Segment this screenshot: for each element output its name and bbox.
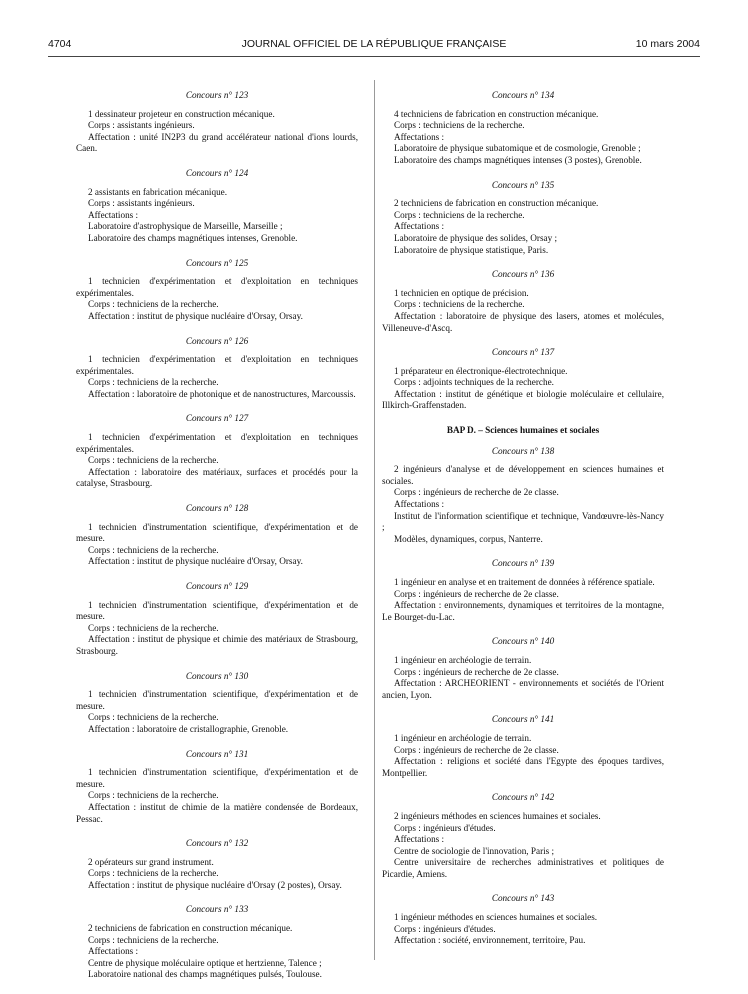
concours-line: 4 techniciens de fabrication en construction mécanique. [394, 108, 599, 119]
concours-line: Affectation : laboratoire des matériaux, surfaces et procédés pour la catalyse, Strasbourg. [76, 466, 358, 489]
page-header [48, 38, 700, 56]
concours-title: Concours n° 123 [185, 90, 249, 100]
concours-line: 1 technicien d'expérimentation et d'exploitation en techniques expérimentales. [76, 354, 358, 376]
concours-line: Corps : assistants ingénieurs. [88, 120, 195, 131]
concours-line: Modèles, dynamiques, corpus, Nanterre. [394, 533, 543, 544]
concours-entry [382, 90, 664, 167]
journal-title: JOURNAL OFFICIEL DE LA RÉPUBLIQUE FRANÇAISE [241, 38, 507, 50]
concours-line: 1 technicien en optique de précision. [394, 287, 529, 298]
concours-line: 2 opérateurs sur grand instrument. [88, 856, 214, 867]
concours-line: Affectation : institut de physique nucléaire d'Orsay, Orsay. [88, 310, 303, 321]
concours-line: Centre de physique moléculaire optique et hertzienne, Talence ; [88, 957, 322, 968]
concours-title: Concours n° 138 [491, 445, 555, 456]
concours-line: Corps : techniciens de la recherche. [394, 120, 525, 131]
concours-title: Concours n° 129 [185, 581, 249, 591]
concours-line: 2 ingénieurs d'analyse et de développement en sciences humaines et sociales. [382, 464, 664, 486]
concours-line: 1 ingénieur méthodes en sciences humaines et sociales. [394, 912, 598, 923]
concours-line: Affectation : laboratoire de cristallographie, Grenoble. [88, 723, 289, 734]
concours-title: Concours n° 125 [185, 257, 249, 268]
concours-line: Affectation : institut de chimie de la matière condensée de Bordeaux, Pessac. [76, 801, 358, 824]
concours-line: Affectations : [394, 499, 445, 510]
concours-line: Laboratoire de physique statistique, Paris. [394, 244, 549, 255]
concours-title: Concours n° 142 [491, 792, 555, 803]
concours-title: Concours n° 136 [491, 269, 555, 280]
concours-title: Concours n° 131 [185, 748, 249, 759]
concours-line: Corps : techniciens de la recherche. [394, 209, 525, 220]
concours-entry [76, 503, 358, 568]
concours-line: Affectation : institut de physique et chimie des matériaux de Strasbourg, Strasbourg. [76, 634, 358, 656]
left-column [76, 90, 358, 994]
concours-line: Corps : ingénieurs de recherche de 2e classe. [394, 744, 559, 755]
concours-title: Concours n° 126 [185, 335, 249, 346]
concours-title: Concours n° 132 [185, 838, 249, 849]
concours-line: Affectation : institut de physique nucléaire d'Orsay, Orsay. [88, 556, 303, 567]
issue-date: 10 mars 2004 [635, 38, 700, 50]
header-rule [48, 56, 700, 57]
concours-line: Corps : ingénieurs de recherche de 2e classe. [394, 666, 559, 677]
concours-title: Concours n° 124 [185, 167, 249, 178]
bap-heading: BAP D. – Sciences humaines et sociales [446, 425, 600, 436]
concours-line: 2 techniciens de fabrication en construction mécanique. [88, 923, 293, 934]
right-column [382, 90, 664, 960]
concours-line: Affectation : laboratoire de physique des lasers, atomes et molécules, Villeneuve-d'Ascq. [382, 310, 664, 333]
concours-line: Corps : assistants ingénieurs. [88, 198, 195, 209]
concours-entry [76, 413, 358, 490]
concours-title: Concours n° 127 [185, 413, 249, 424]
concours-line: 1 préparateur en électronique-électrotechnique. [394, 365, 568, 376]
concours-line: Corps : ingénieurs de recherche de 2e classe. [394, 487, 559, 498]
concours-line: Affectation : religions et société dans l'Egypte des époques tardives, Montpellier. [382, 756, 664, 778]
concours-title: Concours n° 130 [185, 670, 249, 681]
concours-line: Corps : techniciens de la recherche. [88, 934, 219, 945]
concours-line: Affectation : laboratoire de photonique et de nanostructures, Marcoussis. [88, 388, 356, 399]
concours-title: Concours n° 133 [185, 904, 249, 915]
concours-line: 1 technicien d'instrumentation scientifique, d'expérimentation et de mesure. [76, 599, 358, 622]
concours-line: Laboratoire national des champs magnétiques pulsés, Toulouse. [88, 969, 322, 980]
concours-line: 1 dessinateur projeteur en construction mécanique. [88, 108, 275, 119]
concours-line: Laboratoire des champs magnétiques intenses, Grenoble. [88, 232, 298, 243]
concours-entry [382, 558, 664, 623]
concours-line: 1 technicien d'instrumentation scientifique, d'expérimentation et de mesure. [76, 521, 358, 544]
concours-line: Laboratoire de physique des solides, Orsay ; [394, 232, 558, 243]
concours-entry [382, 792, 664, 880]
concours-line: Affectation : ARCHEORIENT - environnements et sociétés de l'Orient ancien, Lyon. [382, 678, 664, 700]
concours-line: Laboratoire d'astrophysique de Marseille, Marseille ; [88, 221, 283, 232]
column-divider [374, 80, 375, 960]
concours-line: Corps : ingénieurs d'études. [394, 822, 496, 833]
concours-title: Concours n° 128 [185, 503, 249, 514]
concours-title: Concours n° 143 [491, 893, 555, 904]
concours-line: Corps : ingénieurs de recherche de 2e classe. [394, 588, 559, 599]
concours-title: Concours n° 140 [491, 636, 555, 647]
concours-line: Affectation : institut de génétique et biologie moléculaire et cellulaire, Illkirch-Graffenstaden. [382, 388, 664, 411]
concours-line: Corps : techniciens de la recherche. [88, 790, 219, 801]
concours-line: 1 technicien d'instrumentation scientifique, d'expérimentation et de mesure. [76, 767, 358, 789]
concours-line: Affectation : société, environnement, territoire, Pau. [394, 935, 586, 946]
concours-entry [76, 258, 358, 323]
concours-title: Concours n° 137 [491, 347, 555, 358]
concours-entry [76, 838, 358, 891]
concours-line: Affectations : [88, 209, 139, 220]
concours-line: Laboratoire de physique subatomique et de cosmologie, Grenoble ; [394, 143, 641, 154]
concours-line: 2 ingénieurs méthodes en sciences humaines et sociales. [394, 810, 601, 821]
concours-entry [76, 581, 358, 658]
concours-entry [76, 168, 358, 245]
concours-title: Concours n° 139 [491, 558, 555, 569]
concours-line: Corps : techniciens de la recherche. [88, 712, 219, 723]
concours-line: Affectations : [394, 131, 445, 142]
concours-line: Affectation : environnements, dynamiques et territoires de la montagne, Le Bourget-du-Lac. [382, 600, 664, 622]
concours-entry [382, 347, 664, 412]
concours-line: Affectations : [394, 834, 445, 845]
concours-line: 1 technicien d'instrumentation scientifique, d'expérimentation et de mesure. [76, 689, 358, 711]
concours-title: Concours n° 135 [491, 179, 555, 190]
right-column-bottom [382, 446, 664, 947]
concours-line: 1 technicien d'expérimentation et d'exploitation en techniques expérimentales. [76, 432, 358, 454]
concours-entry [382, 180, 664, 257]
concours-line: Corps : techniciens de la recherche. [88, 377, 219, 388]
page-number: 4704 [48, 38, 72, 50]
concours-line: 2 assistants en fabrication mécanique. [88, 186, 228, 197]
concours-line: 2 techniciens de fabrication en construction mécanique. [394, 198, 599, 209]
concours-line: Corps : techniciens de la recherche. [88, 868, 219, 879]
concours-entry [76, 90, 358, 155]
concours-line: Affectation : unité IN2P3 du grand accélérateur national d'ions lourds, Caen. [76, 131, 358, 154]
concours-line: Laboratoire des champs magnétiques intenses (3 postes), Grenoble. [394, 154, 642, 165]
concours-line: 1 technicien d'expérimentation et d'exploitation en techniques expérimentales. [76, 276, 358, 298]
concours-title: Concours n° 134 [491, 90, 555, 100]
concours-line: Corps : techniciens de la recherche. [88, 622, 219, 633]
concours-line: Centre de sociologie de l'innovation, Paris ; [394, 845, 555, 856]
concours-line: 1 ingénieur en archéologie de terrain. [394, 732, 532, 743]
right-column-top [382, 90, 664, 412]
concours-line: 1 ingénieur en analyse et en traitement de données à référence spatiale. [394, 577, 655, 587]
concours-line: Corps : techniciens de la recherche. [394, 299, 525, 310]
concours-line: Corps : adjoints techniques de la recherche. [394, 377, 554, 388]
concours-entry [76, 749, 358, 826]
concours-entry [76, 671, 358, 736]
concours-line: Centre universitaire de recherches administratives et politiques de Picardie, Amiens. [382, 857, 664, 879]
concours-line: Affectations : [394, 221, 445, 232]
concours-entry [382, 446, 664, 546]
concours-line: 1 ingénieur en archéologie de terrain. [394, 654, 532, 665]
concours-line: Corps : ingénieurs d'études. [394, 923, 496, 934]
concours-entry [382, 636, 664, 701]
concours-line: Institut de l'information scientifique et technique, Vandœuvre-lès-Nancy ; [382, 510, 664, 533]
concours-entry [76, 904, 358, 981]
concours-line: Affectations : [88, 946, 139, 957]
concours-line: Corps : techniciens de la recherche. [88, 299, 219, 310]
concours-entry [76, 336, 358, 401]
concours-line: Corps : techniciens de la recherche. [88, 455, 219, 466]
concours-entry [382, 269, 664, 334]
concours-entry [382, 714, 664, 779]
concours-line: Affectation : institut de physique nucléaire d'Orsay (2 postes), Orsay. [88, 879, 342, 890]
concours-title: Concours n° 141 [491, 714, 555, 725]
concours-line: Corps : techniciens de la recherche. [88, 544, 219, 555]
concours-entry [382, 893, 664, 946]
